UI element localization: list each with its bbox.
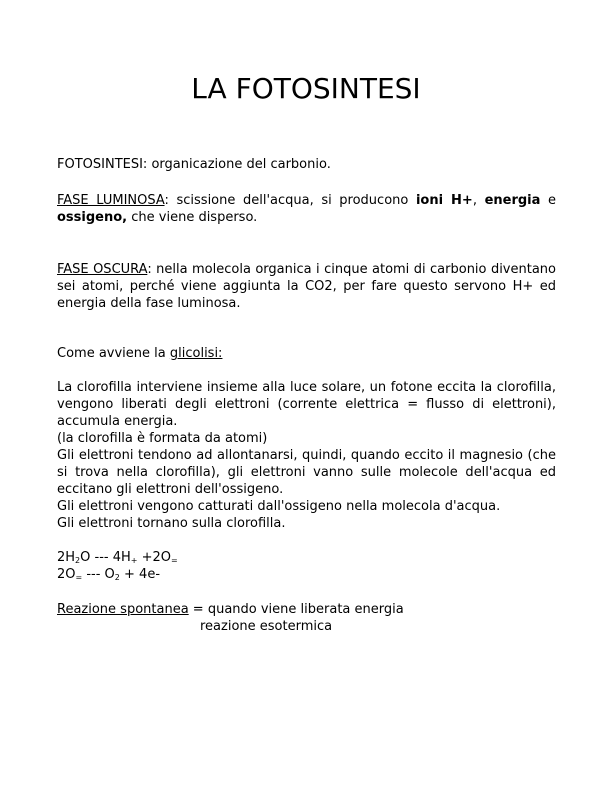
equation-2-part-c: + 4e- <box>119 567 161 582</box>
glicolisi-term: glicolisi: <box>169 346 223 361</box>
fase-luminosa-text-3: e <box>540 193 557 208</box>
glicolisi-prefix: Come avviene la <box>57 346 170 361</box>
equation-2-sub-a: = <box>75 573 83 582</box>
page-title: LA FOTOSINTESI <box>191 72 421 105</box>
body-paragraph-2: (la clorofilla è formata da atomi) <box>57 431 268 446</box>
fase-luminosa-bold-3: ossigeno, <box>57 210 128 225</box>
equation-1-sub-b: + <box>130 556 138 565</box>
equation-1 <box>57 549 556 566</box>
fase-oscura-heading: FASE OSCURA <box>57 262 148 277</box>
fase-luminosa-paragraph <box>57 192 556 226</box>
reazione-definition: = quando viene liberata energia <box>188 602 404 617</box>
equation-2 <box>57 566 556 583</box>
equation-2-part-a: 2O <box>57 567 76 582</box>
reazione-block <box>57 601 556 635</box>
intro-line: FOTOSINTESI: organicazione del carbonio. <box>57 157 331 172</box>
equation-2-sub-b: 2 <box>114 573 120 582</box>
glicolisi-line <box>57 345 556 362</box>
body-paragraph-1: La clorofilla interviene insieme alla luce solare, un fotone eccita la clorofilla, vengono liberati degli elettroni (corrente elettrica = flusso di elettroni), accumula energia. <box>57 380 556 429</box>
equation-1-sub-a: 2 <box>75 556 81 565</box>
body-paragraph-5: Gli elettroni tornano sulla clorofilla. <box>57 516 286 531</box>
body-paragraph-4: Gli elettroni vengono catturati dall'ossigeno nella molecola d'acqua. <box>57 499 501 514</box>
body-paragraph-3: Gli elettroni tendono ad allontanarsi, quindi, quando eccito il magnesio (che si trova nella clorofilla), gli elettroni vanno sulle molecole dell'acqua ed eccitano gli elettroni dell'ossigeno. <box>57 448 556 497</box>
fase-luminosa-text-1: : scissione dell'acqua, si producono <box>164 193 416 208</box>
fase-luminosa-text-4: che viene disperso. <box>127 210 258 225</box>
fase-oscura-text: : nella molecola organica i cinque atomi di carbonio diventano sei atomi, perché viene aggiunta la CO2, per fare questo servono H+ ed energia della fase luminosa. <box>57 262 556 311</box>
fase-luminosa-bold-1: ioni H+ <box>415 193 473 208</box>
fase-luminosa-heading: FASE LUMINOSA <box>57 193 165 208</box>
equation-1-sub-c: = <box>171 556 178 565</box>
reazione-term: Reazione spontanea <box>57 602 189 617</box>
fase-oscura-paragraph <box>57 261 556 312</box>
fase-luminosa-bold-2: energia <box>484 193 541 208</box>
equation-1-part-c: +2O <box>137 550 171 565</box>
equation-2-part-b: --- O <box>82 567 115 582</box>
reazione-line-2: reazione esotermica <box>200 619 333 634</box>
fase-luminosa-text-2: , <box>472 193 485 208</box>
reazione-line-1 <box>57 601 556 618</box>
equation-1-part-b: O --- 4H <box>80 550 131 565</box>
equation-1-part-a: 2H <box>57 550 76 565</box>
